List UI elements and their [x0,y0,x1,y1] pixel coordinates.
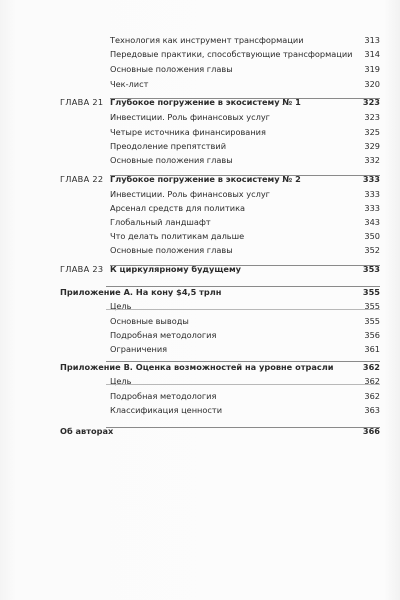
chapter-label: ГЛАВА 21 [60,97,104,107]
toc-entry-19[interactable] [0,314,400,328]
toc-entry-20[interactable] [0,328,400,342]
toc-entry-title: Арсенал средств для политика [110,203,246,213]
toc-entry-title: Основные положения главы [110,245,233,255]
toc-entry-2[interactable] [0,47,400,61]
toc-entry-title: К циркулярному будущему [110,264,242,274]
toc-entry-page-number: 355 [362,287,380,297]
toc-entry-21[interactable] [0,342,400,356]
toc-entry-8[interactable] [0,139,400,153]
toc-entry-22[interactable] [0,360,400,374]
toc-entry-page-number: 314 [364,49,380,59]
toc-entry-page-number: 332 [364,155,380,165]
toc-entry-12[interactable] [0,201,400,215]
toc-entry-title: Приложение В. Оценка возможностей на уровне отрасли [60,362,334,372]
toc-entry-page-number: 329 [364,141,380,151]
toc-entry-page-number: 362 [364,376,380,386]
toc-entry-page-number: 333 [364,203,380,213]
toc-entry-page-number: 362 [362,362,380,372]
section-divider-5 [106,309,380,310]
toc-entry-6[interactable] [0,110,400,124]
toc-entry-page-number: 333 [364,189,380,199]
toc-entry-page-number: 352 [364,245,380,255]
section-divider-3 [110,265,380,266]
section-divider-7 [106,384,380,385]
toc-entry-page-number: 323 [364,112,380,122]
toc-entry-title: Преодоление препятствий [110,141,227,151]
section-divider-6 [106,361,380,362]
toc-entry-page-number: 356 [364,330,380,340]
toc-entry-page-number: 353 [362,264,380,274]
toc-entry-page-number: 325 [364,127,380,137]
toc-entry-page-number: 355 [364,316,380,326]
toc-entry-24[interactable] [0,389,400,403]
toc-entry-page-number: 319 [364,64,380,74]
toc-entry-page-number: 323 [362,97,380,107]
chapter-label: ГЛАВА 23 [60,264,104,274]
toc-entry-14[interactable] [0,229,400,243]
toc-entry-15[interactable] [0,243,400,257]
toc-entry-page-number: 355 [364,301,380,311]
toc-entry-title: Основные положения главы [110,64,233,74]
toc-entry-title: Передовые практики, способствующие трансформации [110,49,353,59]
toc-entry-11[interactable] [0,187,400,201]
toc-entry-page-number: 363 [364,405,380,415]
toc-entry-page-number: 320 [364,79,380,89]
toc-entry-page-number: 366 [362,426,380,436]
toc-entry-title: Цель [110,376,132,386]
toc-entry-17[interactable] [0,285,400,299]
toc-entry-page-number: 333 [362,174,380,184]
toc-entry-13[interactable] [0,215,400,229]
toc-entry-title: Инвестиции. Роль финансовых услуг [110,112,270,122]
toc-entry-title: Цель [110,301,132,311]
toc-entry-title: Основные положения главы [110,155,233,165]
toc-entry-7[interactable] [0,125,400,139]
toc-entry-title: Классификация ценности [110,405,223,415]
toc-entry-1[interactable] [0,33,400,47]
section-divider-1 [110,98,380,99]
toc-entry-title: Подробная методология [110,330,217,340]
toc-entry-page-number: 362 [364,391,380,401]
section-divider-4 [106,286,380,287]
toc-entry-title: Глобальный ландшафт [110,217,211,227]
toc-entry-title: Инвестиции. Роль финансовых услуг [110,189,270,199]
toc-entry-title: Глубокое погружение в экосистему № 1 [110,97,301,107]
toc-entry-title: Глубокое погружение в экосистему № 2 [110,174,301,184]
toc-entry-25[interactable] [0,403,400,417]
toc-entry-title: Чек-лист [110,79,149,89]
toc-entry-4[interactable] [0,77,400,91]
section-divider-2 [110,175,380,176]
toc-entry-page-number: 361 [364,344,380,354]
toc-entry-page-number: 343 [364,217,380,227]
toc-entry-title: Приложение А. На кону $4,5 трлн [60,287,222,297]
toc-entry-title: Об авторах [60,426,114,436]
chapter-label: ГЛАВА 22 [60,174,104,184]
toc-entry-title: Четыре источника финансирования [110,127,266,137]
toc-entry-23[interactable] [0,374,400,388]
toc-entry-title: Ограничения [110,344,168,354]
section-divider-8 [106,427,380,428]
toc-entry-9[interactable] [0,153,400,167]
toc-entry-page-number: 350 [364,231,380,241]
toc-entry-page-number: 313 [364,35,380,45]
toc-entry-title: Подробная методология [110,391,217,401]
toc-entry-title: Основные выводы [110,316,189,326]
toc-entry-title: Что делать политикам дальше [110,231,245,241]
toc-entry-title: Технология как инструмент трансформации [110,35,304,45]
toc-entry-3[interactable] [0,62,400,76]
toc-entry-18[interactable] [0,299,400,313]
